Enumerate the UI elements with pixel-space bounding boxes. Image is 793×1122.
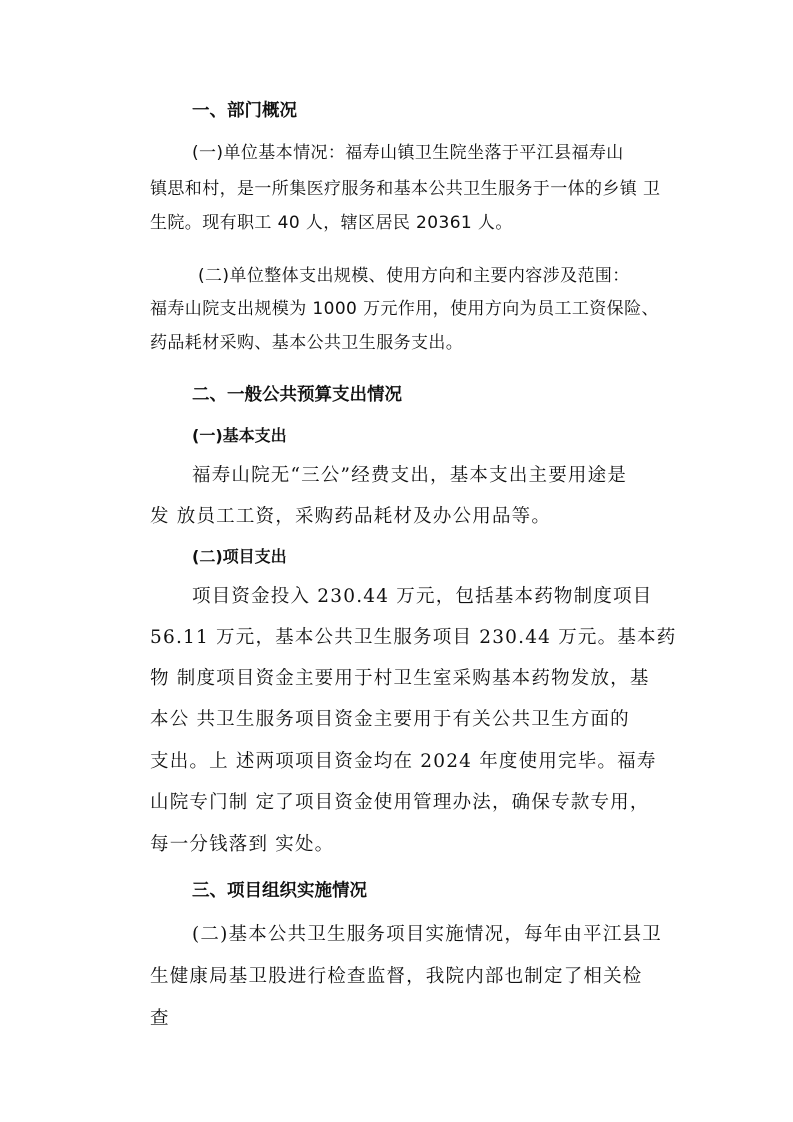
section-1-para-2-line-1: (二)单位整体支出规模、使用方向和主要内容涉及范围： (198, 266, 630, 286)
section-3-heading: 三、项目组织实施情况 (192, 881, 367, 901)
section-2-sub-1-line-1: 福寿山院无“三公”经费支出，基本支出主要用途是 (192, 465, 628, 486)
section-2-sub-2-line-4: 本公 共卫生服务项目资金主要用于有关公共卫生方面的 (150, 709, 630, 730)
section-2-sub-2-line-5: 支出。上 述两项项目资金均在 2024 年度使用完毕。福寿 (150, 751, 657, 772)
section-1-para-1-line-2: 镇思和村，是一所集医疗服务和基本公共卫生服务于一体的乡镇 卫 (150, 179, 661, 199)
section-2-sub-2-line-3: 物 制度项目资金主要用于村卫生室采购基本药物发放，基 (150, 668, 650, 689)
section-1-para-1-line-3: 生院。现有职工 40 人，辖区居民 20361 人。 (150, 213, 513, 233)
section-3-line-3: 查 (150, 1008, 170, 1029)
section-2-sub-1-line-2: 发 放员工工资，采购药品耗材及办公用品等。 (150, 506, 552, 527)
section-2-sub-2-heading: (二)项目支出 (192, 547, 287, 566)
section-2-sub-2-line-6: 山院专门制 定了项目资金使用管理办法，确保专款专用， (150, 792, 650, 813)
section-2-sub-2-line-1: 项目资金投入 230.44 万元，包括基本药物制度项目 (192, 586, 653, 607)
section-3-line-2: 生健康局基卫股进行检查监督，我院内部也制定了相关检 (150, 966, 643, 987)
section-2-sub-2-line-2: 56.11 万元，基本公共卫生服务项目 230.44 万元。基本药 (150, 627, 677, 648)
section-1-para-2-line-2: 福寿山院支出规模为 1000 万元作用，使用方向为员工工资保险、 (150, 299, 659, 319)
section-1-heading: 一、部门概况 (192, 101, 297, 121)
section-1-para-2-line-3: 药品耗材采购、基本公共卫生服务支出。 (150, 333, 464, 353)
section-2-sub-1-heading: (一)基本支出 (192, 426, 287, 445)
section-3-line-1: (二)基本公共卫生服务项目实施情况，每年由平江县卫 (192, 924, 662, 945)
section-1-para-1-line-1: (一)单位基本情况：福寿山镇卫生院坐落于平江县福寿山 (192, 143, 624, 163)
section-2-heading: 二、一般公共预算支出情况 (192, 385, 402, 405)
section-2-sub-2-line-7: 每一分钱落到 实处。 (150, 834, 335, 855)
